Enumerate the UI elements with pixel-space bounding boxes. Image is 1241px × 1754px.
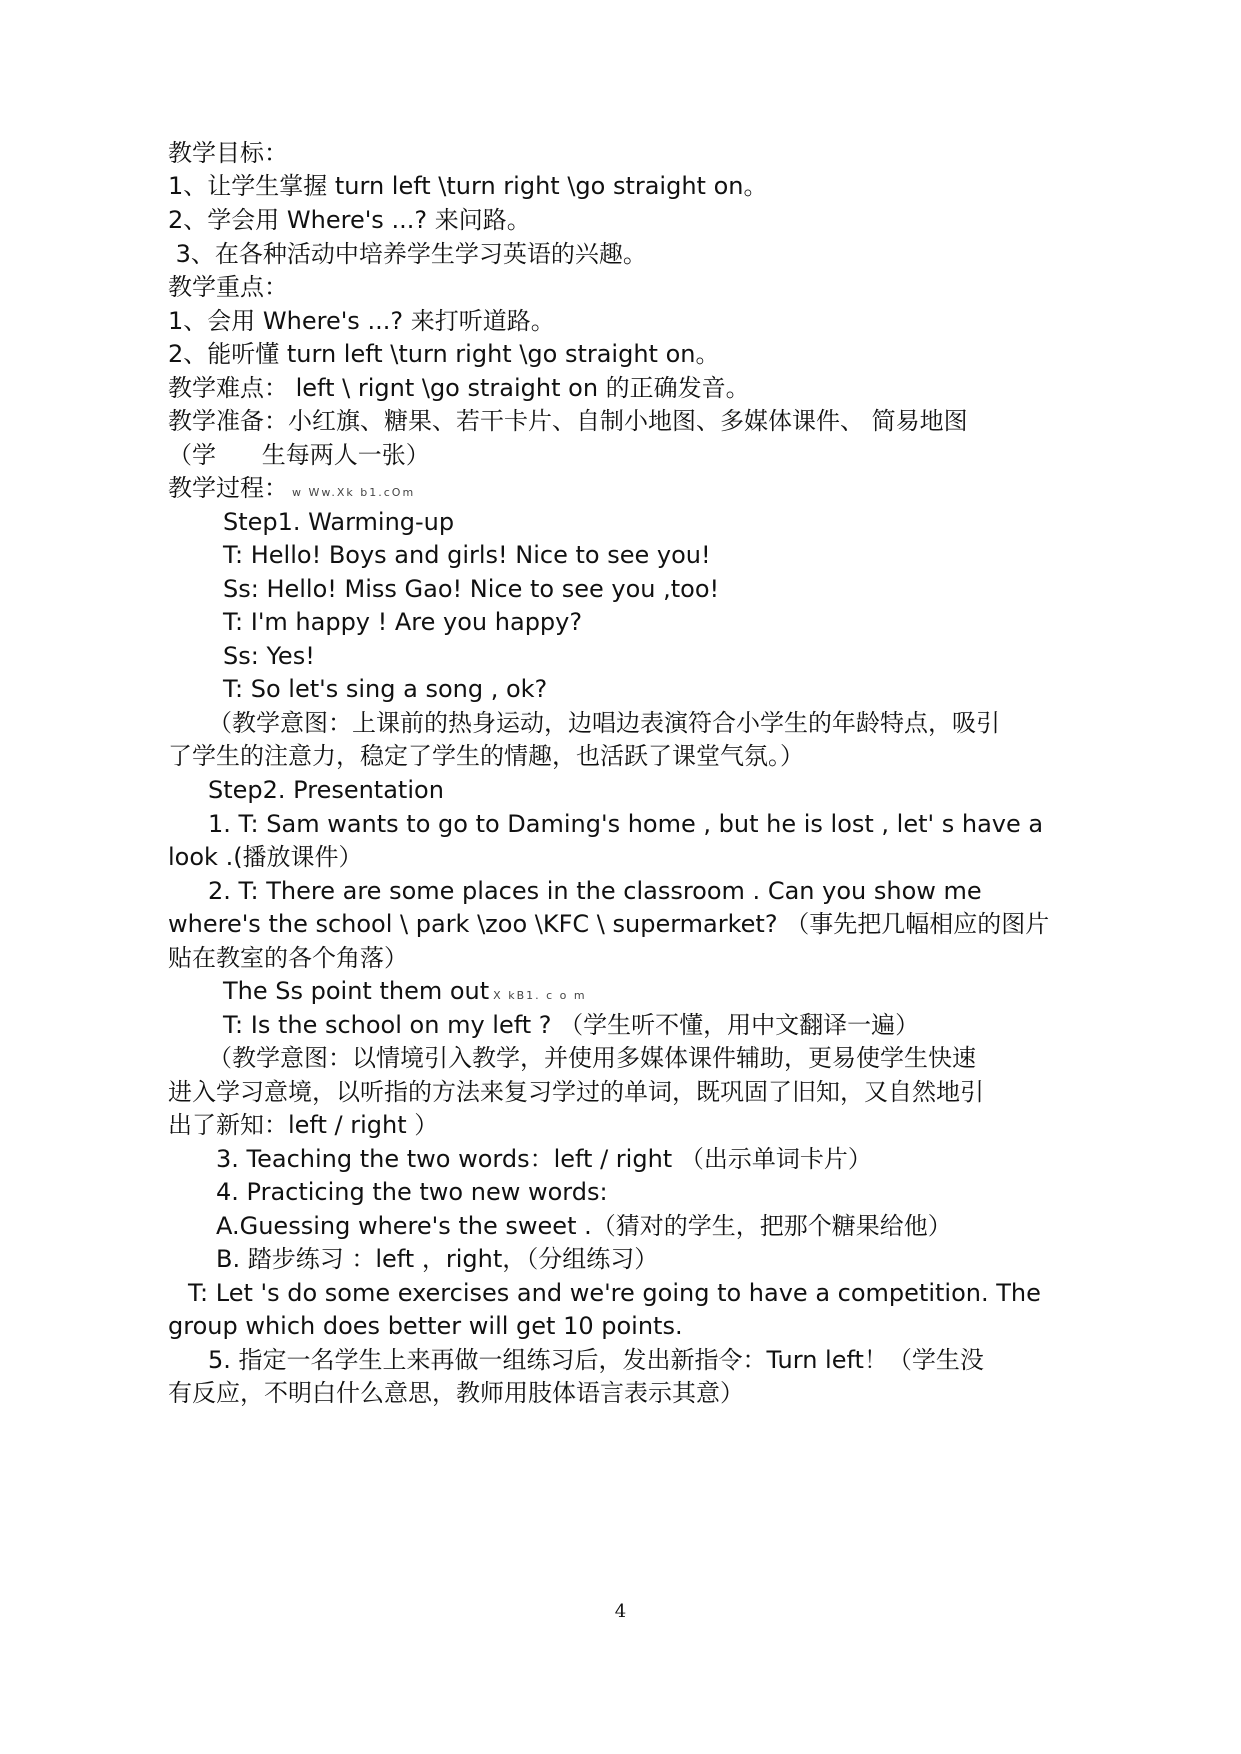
page-number: 4 [614, 1601, 627, 1622]
objective-1: 1、让学生掌握 turn left \turn right \go straight on。 [168, 172, 768, 200]
heading-key-points: 教学重点： [168, 273, 288, 301]
presentation-item-2: 2. T: There are some places in the classroom . Can you show me [208, 877, 982, 905]
practice-b: B. 踏步练习 ：left ，right，（分组练习） [216, 1245, 659, 1273]
dialogue-line: T: Is the school on my left ? （学生听不懂，用中文翻译一遍） [223, 1011, 920, 1039]
teaching-process-label: 教学过程： [168, 474, 288, 502]
difficult-points: 教学难点： left \ rignt \go straight on 的正确发音。 [168, 374, 750, 402]
competition-line: T: Let 's do some exercises and we're going to have a competition. The [188, 1279, 1041, 1307]
presentation-item-2-continued: where's the school \ park \zoo \KFC \ supermarket? （事先把几幅相应的图片 [168, 910, 1050, 938]
objective-2: 2、学会用 Where's ...? 来问路。 [168, 206, 531, 234]
heading-teaching-objectives: 教学目标： [168, 139, 288, 167]
watermark-text: w Ww.Xk b1.cOm [292, 486, 416, 499]
step1-title: Step1. Warming-up [223, 508, 455, 536]
intent-note-2-continued: 出了新知：left / right ） [168, 1111, 439, 1139]
ss-point-text: The Ss point them out [223, 977, 490, 1005]
intent-note-2: （教学意图：以情境引入教学，并使用多媒体课件辅助，更易使学生快速 [208, 1044, 976, 1072]
competition-line-continued: group which does better will get 10 points. [168, 1312, 683, 1340]
objective-3: 3、在各种活动中培养学生学习英语的兴趣。 [168, 240, 647, 268]
dialogue-line: T: So let's sing a song , ok? [223, 675, 548, 703]
dialogue-line: Ss: Hello! Miss Gao! Nice to see you ,too! [223, 575, 720, 603]
intent-note-2-continued: 进入学习意境，以听指的方法来复习学过的单词，既巩固了旧知，又自然地引 [168, 1078, 984, 1106]
preparation-continued: （学 生每两人一张） [168, 441, 430, 469]
presentation-item-5-continued: 有反应，不明白什么意思，教师用肢体语言表示其意） [168, 1379, 744, 1407]
preparation: 教学准备：小红旗、糖果、若干卡片、自制小地图、多媒体课件、 简易地图 [168, 407, 968, 435]
presentation-item-1-continued: look .(播放课件） [168, 843, 363, 871]
intent-note-1-continued: 了学生的注意力，稳定了学生的情趣，也活跃了课堂气氛。） [168, 742, 804, 770]
key-point-1: 1、会用 Where's ...? 来打听道路。 [168, 307, 555, 335]
presentation-item-3: 3. Teaching the two words：left / right （出示单词卡片） [216, 1145, 872, 1173]
presentation-item-4: 4. Practicing the two new words: [216, 1178, 608, 1206]
intent-note-1: （教学意图：上课前的热身运动，边唱边表演符合小学生的年龄特点，吸引 [208, 709, 1000, 737]
watermark-text: X kB1. c o m [493, 989, 587, 1002]
dialogue-line: Ss: Yes! [223, 642, 315, 670]
dialogue-line: T: I'm happy ! Are you happy? [223, 608, 583, 636]
practice-a: A.Guessing where's the sweet .（猜对的学生，把那个糖果给他） [216, 1212, 952, 1240]
presentation-item-1: 1. T: Sam wants to go to Daming's home , but he is lost , let' s have a [208, 810, 1044, 838]
presentation-item-5: 5. 指定一名学生上来再做一组练习后，发出新指令：Turn left！（学生没 [208, 1346, 984, 1374]
key-point-2: 2、能听懂 turn left \turn right \go straight on。 [168, 340, 720, 368]
presentation-item-2-continued: 贴在教室的各个角落） [168, 944, 408, 972]
step2-title: Step2. Presentation [208, 776, 444, 804]
dialogue-line: T: Hello! Boys and girls! Nice to see you! [223, 541, 711, 569]
